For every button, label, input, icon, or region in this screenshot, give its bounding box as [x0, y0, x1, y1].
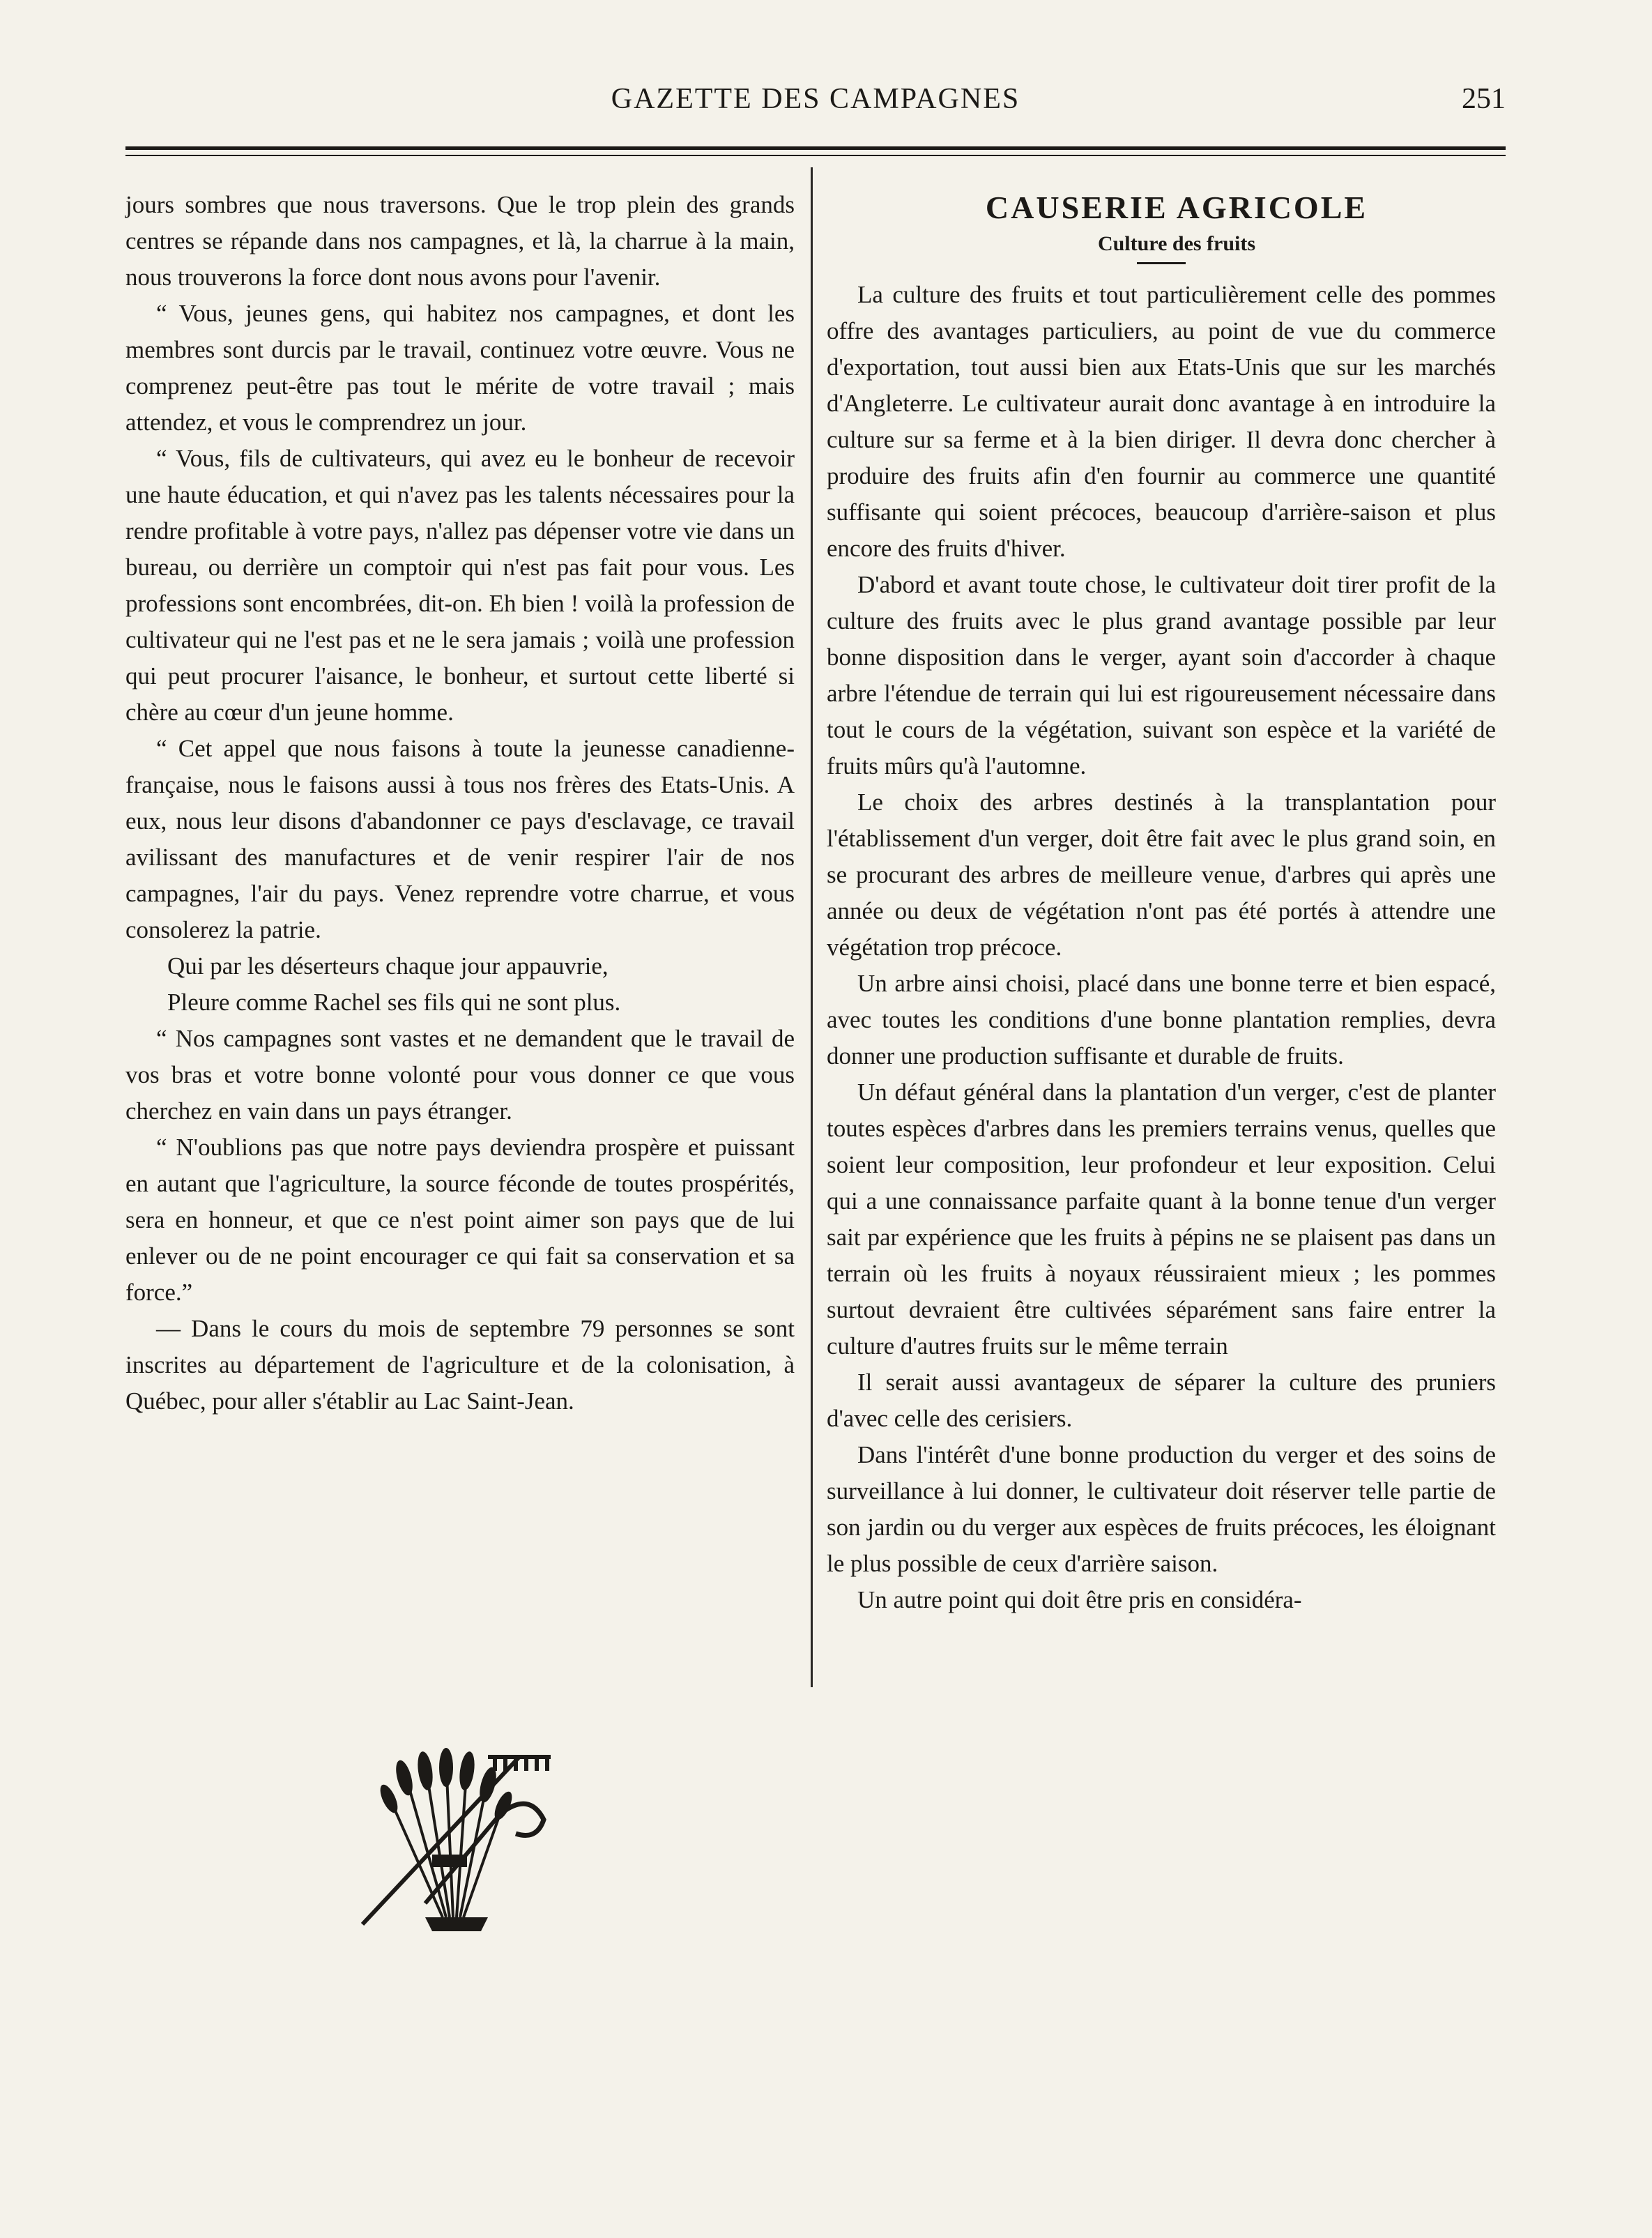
section-subtitle: Culture des fruits	[1097, 232, 1256, 255]
page-header	[125, 77, 1506, 132]
left-column	[125, 187, 795, 1419]
wheat-sheaf-sickle-rake-icon	[321, 1729, 572, 1952]
section-title: CAUSERIE AGRICOLE	[985, 190, 1368, 225]
right-column	[827, 187, 1496, 1618]
article-paragraph: “ Cet appel que nous faisons à toute la jeunesse canadienne-française, nous le faisons aussi à tous nos frères des Etats-Unis. A eux, nous leur disons d'abandonner ce pays d'esclavage, ce travail avilissant des manufactures et de venir respirer l'air de nos campagnes, l'air du pays. Venez reprendre votre charrue, et vous consolerez la patrie.	[125, 735, 795, 943]
article-paragraph: jours sombres que nous traversons. Que le trop plein des grands centres se répande dans nos campagnes, et là, la charrue à la main, nous trouverons la force dont nous avons pour l'avenir.	[125, 191, 795, 291]
article-paragraph: “ N'oublions pas que notre pays deviendra prospère et puissant en autant que l'agriculture, la source féconde de toutes prospérités, sera en honneur, et que ce n'est point aimer son pays que de lui enlever ou de ne point encourager ce qui fait sa conservation et sa force.”	[125, 1134, 795, 1306]
header-rule-thin	[125, 155, 1506, 156]
article-paragraph: “ Vous, fils de cultivateurs, qui avez eu le bonheur de recevoir une haute éducation, et qui n'avez pas les talents nécessaires pour la rendre profitable à votre pays, n'allez pas dépenser votre vie dans un bureau, ou derrière un comptoir qui n'est pas fait pour vous. Les professions sont encombrées, dit-on. Eh bien ! voilà la profession de cultivateur qui ne l'est pas et ne le sera jamais ; voilà une profession qui peut procurer l'aisance, le bonheur, et surtout cette liberté si chère au cœur d'un jeune homme.	[125, 445, 795, 726]
article-paragraph: D'abord et avant toute chose, le cultivateur doit tirer profit de la culture des fruits avec le plus grand avantage possible par leur bonne disposition dans le verger, ayant soin d'accorder à chaque arbre l'étendue de terrain qui lui est rigoureusement nécessaire dans tout le cours de la végétation, suivant son espèce et la variété de fruits mûrs qu'à l'automne.	[827, 571, 1496, 779]
article-paragraph: Il serait aussi avantageux de séparer la culture des pruniers d'avec celle des cerisiers.	[827, 1369, 1496, 1432]
section-divider	[1137, 262, 1186, 264]
article-paragraph: “ Vous, jeunes gens, qui habitez nos campagnes, et dont les membres sont durcis par le travail, continuez votre œuvre. Vous ne comprenez peut-être pas tout le mérite de votre travail ; mais attendez, et vous le comprendrez un jour.	[125, 300, 795, 436]
column-divider	[811, 167, 813, 1687]
publication-title: GAZETTE DES CAMPAGNES	[611, 83, 1020, 115]
header-rule-thick	[125, 146, 1506, 150]
verse-line: Pleure comme Rachel ses fils qui ne sont plus.	[167, 989, 621, 1016]
page-number: 251	[1462, 83, 1506, 115]
verse-line: Qui par les déserteurs chaque jour appauvrie,	[167, 952, 609, 980]
article-paragraph: Un défaut général dans la plantation d'un verger, c'est de planter toutes espèces d'arbres dans les premiers terrains venus, quelles que soient leur composition, leur profondeur et leur exposition. Celui qui a une connaissance parfaite quant à la bonne tenue d'un verger sait par expérience que les fruits à pépins ne se plaisent pas dans un terrain où les fruits à noyaux réussiraient mieux ; les pommes surtout devraient être cultivées séparément sans faire entrer la culture d'autres fruits sur le même terrain	[827, 1079, 1496, 1360]
article-paragraph: Dans l'intérêt d'une bonne production du verger et des soins de surveillance à lui donner, le cultivateur doit réserver telle partie de son jardin ou du verger aux espèces de fruits précoces, les éloignant le plus possible de ceux d'arrière saison.	[827, 1441, 1496, 1577]
article-paragraph: La culture des fruits et tout particulièrement celle des pommes offre des avantages particuliers, au point de vue du commerce d'exportation, tout aussi bien aux Etats-Unis que sur les marchés d'Angleterre. Le cultivateur aurait donc avantage à en introduire la culture sur sa ferme et à la bien diriger. Il devra donc chercher à produire des fruits afin d'en fournir au commerce une quantité suffisante qui soient précoces, beaucoup d'arrière-saison et plus encore des fruits d'hiver.	[827, 281, 1496, 562]
news-item: — Dans le cours du mois de septembre 79 personnes se sont inscrites au département de l'agriculture et de la colonisation, à Québec, pour aller s'établir au Lac Saint-Jean.	[125, 1315, 795, 1415]
article-paragraph: “ Nos campagnes sont vastes et ne demandent que le travail de vos bras et votre bonne volonté pour vous donner ce que vous cherchez en vain dans un pays étranger.	[125, 1025, 795, 1125]
article-paragraph: Le choix des arbres destinés à la transplantation pour l'établissement d'un verger, doit être fait avec le plus grand soin, en se procurant des arbres de meilleure venue, d'arbres qui après une année ou deux de végétation n'ont pas été portés à attendre une végétation trop précoce.	[827, 789, 1496, 961]
article-paragraph: Un autre point qui doit être pris en considéra-	[857, 1586, 1302, 1613]
article-paragraph: Un arbre ainsi choisi, placé dans une bonne terre et bien espacé, avec toutes les conditions d'une bonne plantation remplies, devra donner une production suffisante et durable de fruits.	[827, 970, 1496, 1069]
